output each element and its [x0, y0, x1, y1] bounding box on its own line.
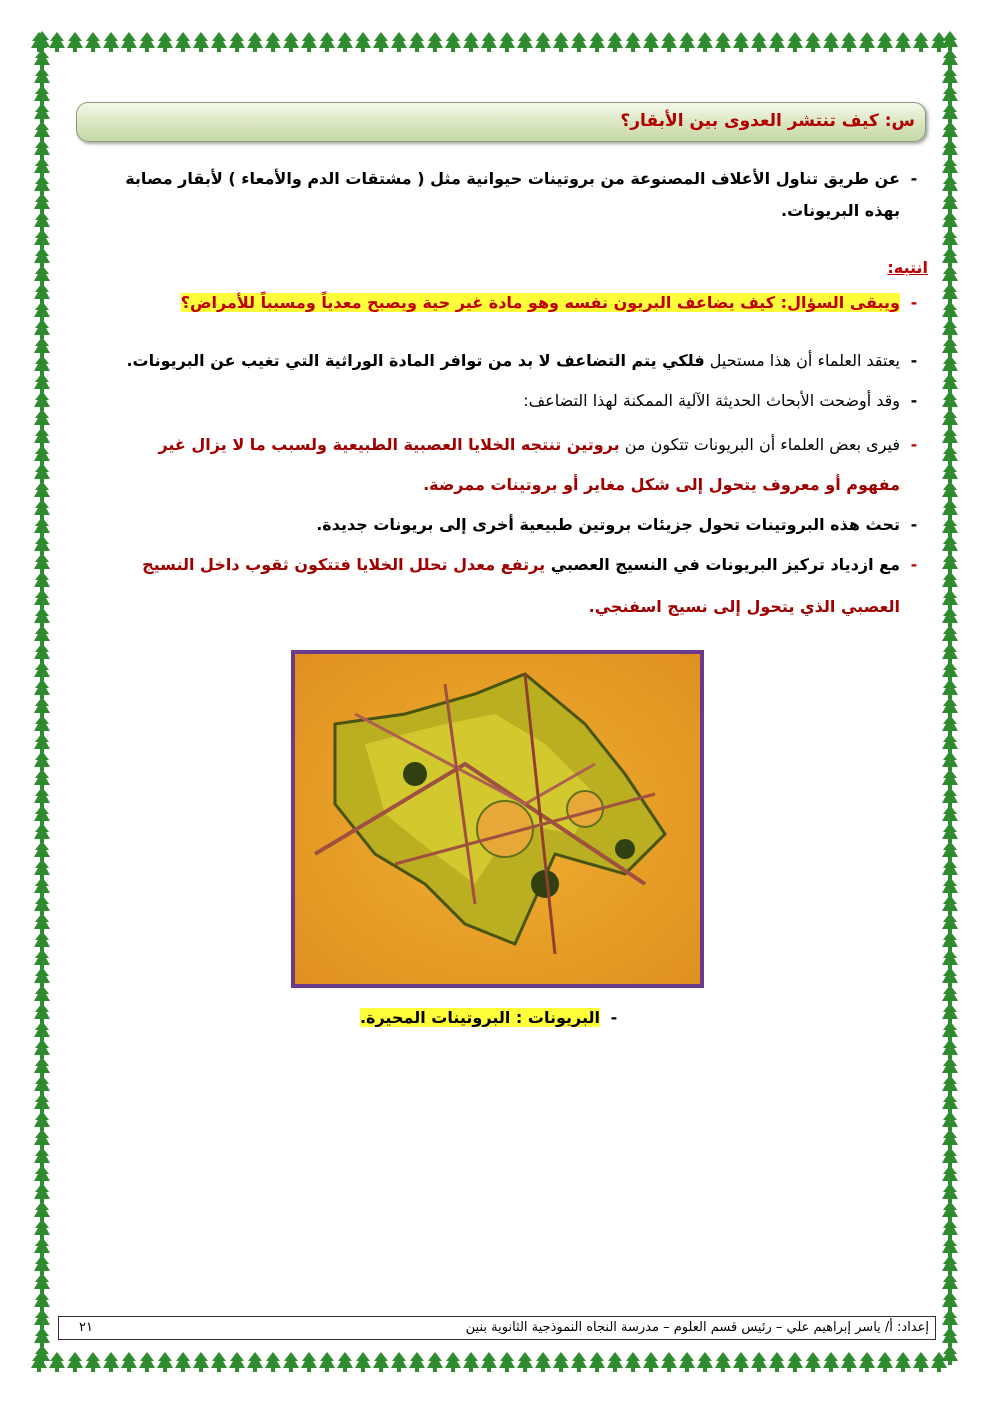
tree-icon: [121, 1352, 137, 1372]
tree-icon: [34, 841, 50, 861]
tree-icon: [34, 265, 50, 285]
tree-icon: [679, 32, 695, 52]
tree-icon: [942, 1147, 958, 1167]
tree-icon: [942, 589, 958, 609]
tree-icon-row: [30, 1350, 962, 1374]
tree-icon: [211, 32, 227, 52]
tree-icon: [139, 1352, 155, 1372]
tree-icon: [942, 859, 958, 879]
tree-icon: [481, 32, 497, 52]
tree-icon: [34, 229, 50, 249]
answer-line-2: بهذه البريونات.: [780, 201, 900, 220]
tree-icon: [942, 1165, 958, 1185]
tree-icon: [34, 283, 50, 303]
tree-icon: [175, 1352, 191, 1372]
tree-icon: [942, 283, 958, 303]
tree-icon: [34, 1075, 50, 1095]
tree-icon: [229, 1352, 245, 1372]
footer-author: إعداد: أ/ ياسر إبراهيم علي – رئيس قسم العلوم – مدرسة النجاه النموذجية الثانوية بنين: [465, 1320, 929, 1335]
tree-icon: [34, 733, 50, 753]
paragraph-3-continuation: [88, 468, 900, 502]
tree-icon: [643, 1352, 659, 1372]
tree-icon: [942, 1129, 958, 1149]
tree-icon: [733, 1352, 749, 1372]
tree-icon: [643, 32, 659, 52]
tree-icon: [942, 1237, 958, 1257]
tree-icon: [301, 32, 317, 52]
paragraph-5-bold: مع ازدياد تركيز البريونات في النسيج العصبي: [545, 555, 900, 574]
tree-icon: [34, 877, 50, 897]
bullet: -: [910, 293, 918, 312]
tree-icon: [942, 1219, 958, 1239]
tree-icon: [229, 32, 245, 52]
caption-text: البريونات : البروتينات المحيرة.: [359, 1008, 600, 1027]
tree-icon: [445, 1352, 461, 1372]
paragraph-5: [88, 548, 928, 582]
tree-icon: [34, 895, 50, 915]
paragraph-5-red: يرتفع معدل تحلل الخلايا فتتكون ثقوب داخل النسيج: [142, 555, 546, 574]
tree-icon: [942, 877, 958, 897]
tree-icon: [157, 32, 173, 52]
tree-icon: [34, 337, 50, 357]
tree-icon: [942, 931, 958, 951]
tree-icon: [34, 1093, 50, 1113]
tree-icon: [942, 967, 958, 987]
tree-icon: [733, 32, 749, 52]
tree-icon: [895, 32, 911, 52]
paragraph-2: [88, 384, 928, 418]
tree-icon: [34, 49, 50, 69]
tree-icon: [553, 32, 569, 52]
tree-icon: [942, 1345, 958, 1365]
tree-icon: [34, 247, 50, 267]
document-page: [76, 90, 928, 1330]
tree-icon: [34, 427, 50, 447]
tree-icon: [942, 535, 958, 555]
tree-icon: [34, 157, 50, 177]
tree-icon: [942, 697, 958, 717]
tree-border-top: [30, 30, 962, 54]
tree-icon: [942, 49, 958, 69]
tree-icon: [391, 1352, 407, 1372]
tree-icon: [571, 32, 587, 52]
tree-icon: [571, 1352, 587, 1372]
tree-icon: [67, 32, 83, 52]
tree-icon: [34, 445, 50, 465]
tree-icon: [942, 85, 958, 105]
tree-icon: [805, 1352, 821, 1372]
tree-icon: [34, 301, 50, 321]
tree-icon: [942, 499, 958, 519]
tree-icon: [942, 733, 958, 753]
tree-icon: [373, 1352, 389, 1372]
tree-icon: [942, 1291, 958, 1311]
tree-icon: [679, 1352, 695, 1372]
tree-icon: [34, 1327, 50, 1347]
tree-icon: [942, 715, 958, 735]
bullet: -: [910, 351, 918, 370]
tree-icon: [942, 1057, 958, 1077]
tree-icon: [34, 715, 50, 735]
paragraph-5-continuation: [88, 590, 900, 624]
tree-icon: [34, 949, 50, 969]
tree-icon: [34, 751, 50, 771]
tree-icon: [34, 661, 50, 681]
tree-icon: [942, 391, 958, 411]
tree-icon: [499, 1352, 515, 1372]
tree-icon: [34, 859, 50, 879]
tree-icon: [34, 1309, 50, 1329]
tree-icon: [942, 445, 958, 465]
tree-icon: [942, 769, 958, 789]
tree-icon: [841, 1352, 857, 1372]
tree-icon: [193, 1352, 209, 1372]
tree-icon: [34, 31, 50, 51]
tree-icon: [942, 1003, 958, 1023]
tree-icon: [34, 391, 50, 411]
tree-icon: [34, 481, 50, 501]
tree-icon: [942, 427, 958, 447]
tree-icon: [589, 32, 605, 52]
tree-icon: [942, 607, 958, 627]
tree-icon: [942, 571, 958, 591]
tree-icon: [942, 913, 958, 933]
tree-icon: [751, 1352, 767, 1372]
tree-icon: [34, 121, 50, 141]
paragraph-3: [88, 426, 928, 464]
tree-icon: [175, 32, 191, 52]
tree-icon: [34, 1165, 50, 1185]
tree-icon: [942, 517, 958, 537]
tree-icon: [34, 535, 50, 555]
tree-icon: [625, 1352, 641, 1372]
tree-icon: [193, 32, 209, 52]
tree-icon: [942, 895, 958, 915]
tree-icon: [391, 32, 407, 52]
tree-icon: [463, 32, 479, 52]
tree-icon: [34, 373, 50, 393]
tree-icon: [34, 175, 50, 195]
bullet: -: [910, 435, 918, 454]
tree-icon: [34, 967, 50, 987]
tree-icon: [34, 913, 50, 933]
tree-icon: [697, 1352, 713, 1372]
tree-icon: [859, 1352, 875, 1372]
tree-icon: [625, 32, 641, 52]
figure-caption: [360, 1008, 628, 1027]
tree-icon: [373, 32, 389, 52]
paragraph-1: [88, 344, 928, 378]
tree-icon: [942, 1183, 958, 1203]
tree-icon: [481, 1352, 497, 1372]
tree-icon: [34, 1021, 50, 1041]
tree-icon: [942, 1075, 958, 1095]
tree-icon: [34, 1147, 50, 1167]
tree-icon: [34, 1039, 50, 1059]
page-number: ٢١: [79, 1320, 93, 1335]
tree-icon: [34, 1003, 50, 1023]
tree-icon: [942, 319, 958, 339]
tree-icon: [34, 1057, 50, 1077]
tree-icon: [34, 805, 50, 825]
tree-icon: [859, 32, 875, 52]
tree-icon: [942, 463, 958, 483]
tree-icon: [34, 1255, 50, 1275]
tree-icon: [942, 211, 958, 231]
tree-icon: [265, 32, 281, 52]
tree-icon: [34, 769, 50, 789]
tree-icon: [942, 625, 958, 645]
tree-icon: [337, 1352, 353, 1372]
tree-icon: [942, 751, 958, 771]
tree-icon: [355, 1352, 371, 1372]
tree-icon: [661, 1352, 677, 1372]
tree-icon: [34, 355, 50, 375]
tree-icon: [34, 1345, 50, 1365]
tree-icon: [942, 1021, 958, 1041]
tree-icon: [34, 499, 50, 519]
answer-line-1: عن طريق تناول الأعلاف المصنوعة من بروتينات حيوانية مثل ( مشتقات الدم والأمعاء ) لأبقار مصابة: [125, 169, 900, 188]
tree-border-left: [30, 30, 54, 1374]
tree-icon: [34, 571, 50, 591]
tree-icon: [942, 355, 958, 375]
tree-icon: [942, 985, 958, 1005]
note-question: ويبقى السؤال: كيف يضاعف البريون نفسه وهو مادة غير حية ويصبح معدياً ومسبباً للأمراض؟: [180, 293, 900, 312]
note-question-paragraph: [88, 286, 928, 320]
tree-icon: [517, 32, 533, 52]
tree-icon: [769, 32, 785, 52]
tree-icon: [34, 697, 50, 717]
tree-icon: [499, 32, 515, 52]
note-label: انتبه:: [887, 258, 928, 277]
tree-icon: [942, 1201, 958, 1221]
tree-icon: [942, 301, 958, 321]
tree-icon: [34, 823, 50, 843]
tree-icon: [913, 32, 929, 52]
tree-icon: [942, 661, 958, 681]
tree-icon: [589, 1352, 605, 1372]
tree-icon: [607, 1352, 623, 1372]
tree-icon: [34, 1237, 50, 1257]
prion-micrograph: [291, 650, 704, 988]
tree-icon: [34, 589, 50, 609]
tree-icon: [823, 32, 839, 52]
tree-icon: [34, 1291, 50, 1311]
paragraph-3-plain: فيرى بعض العلماء أن البريونات تتكون من: [619, 435, 900, 454]
tree-icon: [607, 32, 623, 52]
tree-icon: [301, 1352, 317, 1372]
tree-icon: [34, 463, 50, 483]
tree-icon: [265, 1352, 281, 1372]
bullet: -: [610, 1008, 618, 1027]
tree-icon: [895, 1352, 911, 1372]
tree-icon: [942, 157, 958, 177]
tree-icon: [445, 32, 461, 52]
tree-icon: [34, 319, 50, 339]
tree-icon: [942, 67, 958, 87]
tree-icon-row: [938, 30, 962, 1374]
tree-icon: [535, 1352, 551, 1372]
tree-icon: [942, 553, 958, 573]
tree-icon: [942, 1273, 958, 1293]
tree-icon: [34, 985, 50, 1005]
tree-icon: [877, 1352, 893, 1372]
paragraph-1-plain: يعتقد العلماء أن هذا مستحيل: [704, 351, 900, 370]
paragraph-5-line-2: العصبي الذي يتحول إلى نسيج اسفنجي.: [588, 597, 900, 616]
paragraph-3-red: بروتين تنتجه الخلايا العصبية الطبيعية ولسبب ما لا يزال غير: [158, 435, 620, 454]
tree-icon: [34, 1219, 50, 1239]
tree-icon: [34, 643, 50, 663]
tree-icon: [85, 32, 101, 52]
tree-icon: [751, 32, 767, 52]
tree-icon: [553, 1352, 569, 1372]
tree-icon: [34, 85, 50, 105]
tree-icon: [942, 373, 958, 393]
tree-icon: [319, 32, 335, 52]
tree-icon: [942, 481, 958, 501]
tree-icon: [34, 139, 50, 159]
tree-icon: [34, 1111, 50, 1131]
tree-icon: [67, 1352, 83, 1372]
tree-icon: [942, 1255, 958, 1275]
tree-icon: [942, 1039, 958, 1059]
tree-icon: [942, 175, 958, 195]
tree-icon: [942, 949, 958, 969]
tree-icon: [942, 265, 958, 285]
answer-paragraph: [88, 162, 928, 196]
tree-icon: [823, 1352, 839, 1372]
tree-icon: [942, 1327, 958, 1347]
tree-icon: [877, 32, 893, 52]
tree-icon: [337, 32, 353, 52]
tree-icon: [34, 1201, 50, 1221]
tree-icon: [697, 32, 713, 52]
tree-icon: [34, 517, 50, 537]
tree-icon: [942, 823, 958, 843]
tree-icon: [942, 193, 958, 213]
tree-icon: [34, 1273, 50, 1293]
question-heading: س: كيف تنتشر العدوى بين الأبقار؟: [620, 111, 915, 131]
tree-icon: [103, 1352, 119, 1372]
paragraph-4-text: تحث هذه البروتينات تحول جزيئات بروتين طبيعية أخرى إلى بريونات جديدة.: [316, 515, 900, 534]
tree-icon: [427, 1352, 443, 1372]
tree-icon: [283, 1352, 299, 1372]
tree-icon: [211, 1352, 227, 1372]
tree-icon: [103, 32, 119, 52]
tree-icon: [942, 409, 958, 429]
bullet: -: [910, 515, 918, 534]
tree-icon: [34, 211, 50, 231]
tree-icon: [841, 32, 857, 52]
tree-icon: [769, 1352, 785, 1372]
tree-icon: [34, 607, 50, 627]
prion-micrograph-illustration: [295, 654, 700, 984]
tree-icon: [139, 32, 155, 52]
bullet: -: [910, 555, 918, 574]
tree-icon: [787, 32, 803, 52]
tree-icon: [715, 32, 731, 52]
question-banner: [76, 102, 926, 142]
tree-icon: [34, 553, 50, 573]
tree-border-right: [938, 30, 962, 1374]
tree-icon: [34, 1183, 50, 1203]
tree-icon: [427, 32, 443, 52]
tree-icon: [517, 1352, 533, 1372]
tree-icon: [942, 139, 958, 159]
tree-icon: [463, 1352, 479, 1372]
paragraph-4: [88, 508, 928, 542]
tree-icon: [34, 409, 50, 429]
tree-icon: [942, 1111, 958, 1131]
tree-icon: [409, 1352, 425, 1372]
tree-icon: [34, 1129, 50, 1149]
tree-icon: [942, 121, 958, 141]
answer-continuation: [88, 194, 900, 228]
tree-icon: [121, 32, 137, 52]
tree-icon: [913, 1352, 929, 1372]
tree-icon: [942, 787, 958, 807]
tree-icon: [157, 1352, 173, 1372]
tree-icon: [942, 337, 958, 357]
tree-icon: [283, 32, 299, 52]
tree-icon: [409, 32, 425, 52]
tree-icon: [85, 1352, 101, 1372]
tree-icon: [247, 1352, 263, 1372]
tree-icon: [715, 1352, 731, 1372]
tree-icon: [34, 679, 50, 699]
tree-icon: [661, 32, 677, 52]
tree-icon: [247, 32, 263, 52]
tree-icon: [34, 193, 50, 213]
tree-icon-row: [30, 30, 962, 54]
tree-icon: [787, 1352, 803, 1372]
tree-icon: [535, 32, 551, 52]
tree-icon: [942, 31, 958, 51]
tree-icon-row: [30, 30, 54, 1374]
tree-icon: [942, 1093, 958, 1113]
paragraph-3-line-2: مفهوم أو معروف يتحول إلى شكل مغاير أو بروتينات ممرضة.: [423, 475, 900, 494]
tree-icon: [805, 32, 821, 52]
tree-icon: [942, 841, 958, 861]
tree-icon: [942, 229, 958, 249]
bullet: -: [910, 169, 918, 188]
tree-icon: [942, 1309, 958, 1329]
tree-icon: [355, 32, 371, 52]
tree-icon: [34, 67, 50, 87]
paragraph-2-text: وقد أوضحت الأبحاث الحديثة الآلية الممكنة لهذا التضاعف:: [523, 391, 900, 410]
tree-icon: [34, 103, 50, 123]
page-footer: [58, 1316, 936, 1340]
tree-icon: [319, 1352, 335, 1372]
tree-icon: [942, 679, 958, 699]
tree-icon: [942, 103, 958, 123]
tree-icon: [942, 805, 958, 825]
tree-icon: [942, 643, 958, 663]
tree-icon: [942, 247, 958, 267]
paragraph-1-bold: فلكي يتم التضاعف لا بد من توافر المادة الوراثية التي تغيب عن البريونات.: [126, 351, 705, 370]
tree-icon: [34, 931, 50, 951]
tree-border-bottom: [30, 1350, 962, 1374]
bullet: -: [910, 391, 918, 410]
tree-icon: [34, 787, 50, 807]
tree-icon: [34, 625, 50, 645]
